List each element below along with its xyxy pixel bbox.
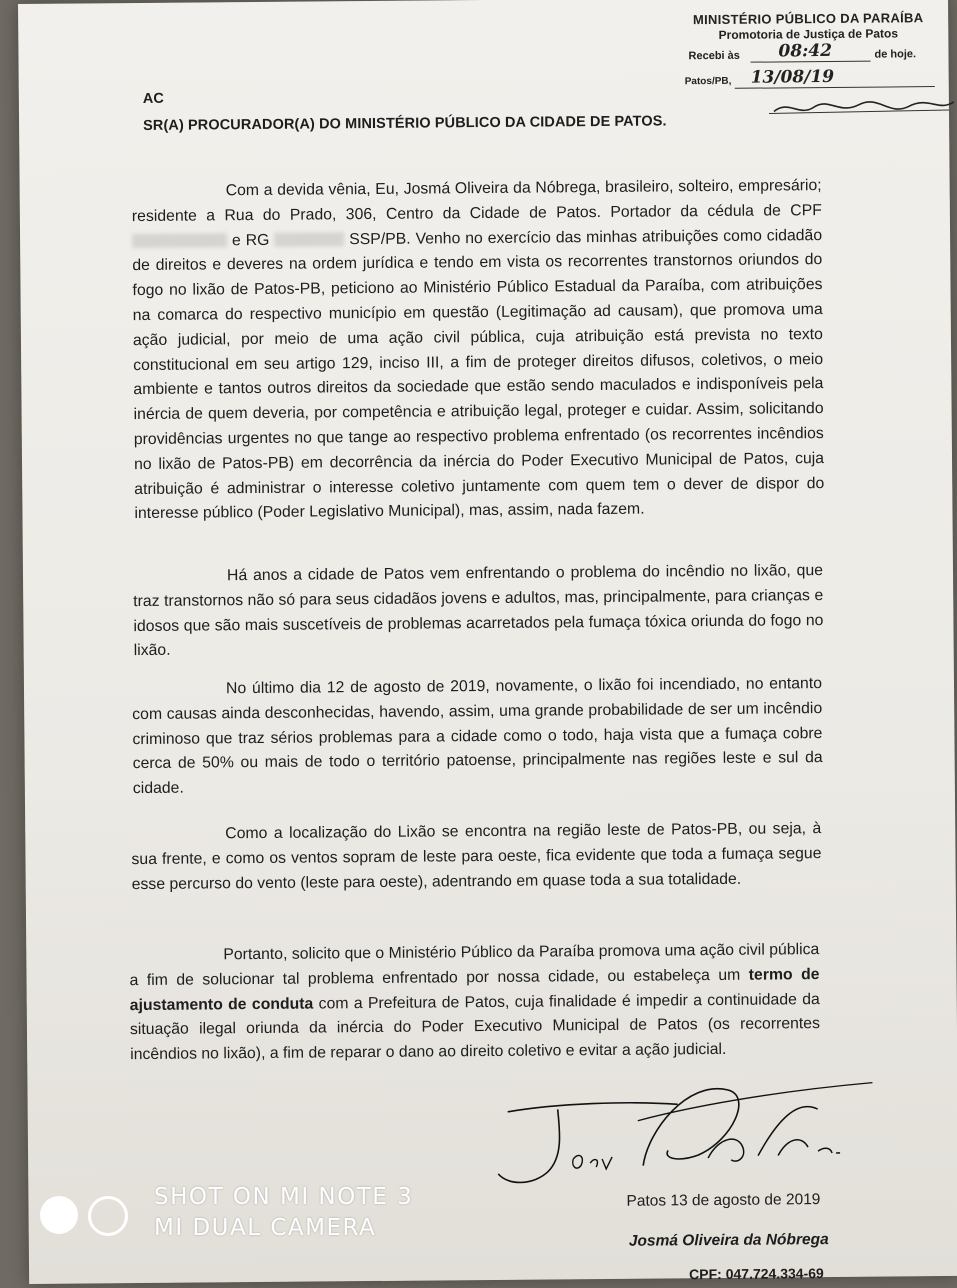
addressee: SR(A) PROCURADOR(A) DO MINISTÉRIO PÚBLICO DA CIDADE DE PATOS. — [143, 113, 667, 134]
stamp-received-time: 08:42 — [778, 40, 833, 62]
p1-start: Com a devida vênia, Eu, Josmá Oliveira da Nóbrega, brasileiro, solteiro, empresário; residente a Rua do Prado, 306, Centro da Cidade de Patos. Portador da cédula de CPF — [131, 177, 822, 225]
p3-text: No último dia 12 de agosto de 2019, novamente, o lixão foi incendiado, no entanto com causas ainda desconhecidas, havendo, assim, uma grande probabilidade de ser um incêndio criminoso que traz sérios problemas para a cidade como o todo, haja vista que a fumaça cobre cerca de 50% ou mais de todo o território patoense, principalmente nas regiões leste e sul da cidade. — [132, 675, 823, 798]
stamp-today-label: de hoje. — [874, 48, 917, 61]
stamp-org: MINISTÉRIO PÚBLICO DA PARAÍBA — [692, 10, 924, 28]
ring-circle-icon — [88, 1196, 128, 1236]
p1-rg: e RG — [231, 231, 270, 249]
watermark-line-1: SHOT ON MI NOTE 3 — [154, 1184, 414, 1210]
stamp-received-label: Recebi às — [688, 49, 740, 63]
indent — [131, 838, 225, 839]
paragraph-2 — [133, 559, 824, 664]
handwritten-signature — [477, 1079, 878, 1192]
stamp-place-row — [679, 66, 939, 90]
signer-name: Josmá Oliveira da Nóbrega — [628, 1231, 829, 1250]
receipt-stamp — [678, 10, 939, 90]
stamp-unit: Promotoria de Justiça de Patos — [718, 26, 899, 42]
stamp-place-label: Patos/PB, — [684, 75, 732, 88]
date-line: Patos 13 de agosto de 2019 — [626, 1191, 821, 1210]
watermark-line-2: MI DUAL CAMERA — [154, 1215, 377, 1241]
p1-rest: SSP/PB. Venho no exercício das minhas atribuições como cidadão de direitos e deveres na ordem jurídica e tendo em vista os recorrentes transtornos oriundos do fogo no lixão de Patos-PB, peticiono ao Ministério Público Estadual da Paraíba, com atribuições na comarca do respectivo município em questão (Legitimação ad causam), que promova uma ação judicial, por meio de uma ação civil pública, cuja atribuição está prevista no texto constitucional em seu artigo 129, inciso III, a fim de proteger direitos difusos, coletivos, o meio ambiente e tantos outros direitos da sociedade que estão sendo maculados e indisponíveis pela inércia de quem deveria, por competência e atribuição legal, proteger e cuidar. Assim, solicitando providências urgentes no que tange ao respectivo problema enfrentado (os recorrentes incêndios no lixão de Patos-PB) em decorrência da inércia do Poder Executivo Municipal de Patos, cuja atribuição é administrar o interesse coletivo juntamente com quem tem o dever de dispor do interesse público (Poder Legislativo Municipal), mas, assim, nada fazem. — [132, 226, 825, 523]
camera-logo — [40, 1196, 128, 1236]
paragraph-3 — [132, 672, 823, 802]
stamp-initials-signature — [769, 98, 957, 120]
indent — [129, 959, 223, 960]
indent — [133, 580, 227, 581]
redacted-cpf — [132, 234, 227, 249]
p5-end: com a Prefeitura de Patos, cuja finalidade é impedir a continuidade da situação ilegal oriunda da inércia do Poder Executivo Municipal de Patos (os recorrentes incêndios no lixão), a fim de reparar o dano ao direito coletivo e evitar a ação judicial. — [129, 990, 821, 1064]
p5-bold: termo de ajustamento de conduta — [129, 965, 820, 1014]
stamp-place-date: 13/08/19 — [750, 66, 835, 88]
watermark-text — [154, 1182, 413, 1244]
paragraph-5 — [129, 938, 820, 1068]
stamp-received-row — [678, 40, 938, 66]
redacted-rg — [274, 233, 344, 248]
paragraph-1 — [132, 174, 825, 527]
p2-text: Há anos a cidade de Patos vem enfrentando o problema do incêndio no lixão, que traz transtornos não só para seus cidadãos jovens e adultos, mas, principalmente, para crianças e idosos que são mais suscetíveis de problemas acarretados pela fumaça tóxica oriunda do fogo no lixão. — [133, 562, 824, 660]
indent — [132, 195, 226, 196]
stamp-underline — [751, 61, 871, 63]
salutation: AC — [142, 90, 164, 107]
filled-circle-icon — [40, 1196, 78, 1234]
cpf-line: CPF: 047.724.334-69 — [689, 1265, 824, 1283]
indent — [132, 693, 226, 694]
p4-text: Como a localização do Lixão se encontra na região leste de Patos-PB, ou seja, à sua frente, e como os ventos sopram de leste para oeste, fica evidente que toda a fumaça segue esse percurso do vento (leste para oeste), adentrando em quase toda a sua totalidade. — [131, 820, 822, 893]
p5-start: Portanto, solicito que o Ministério Público da Paraíba promova uma ação civil pública a fim de solucionar tal problema enfrentado por nossa cidade, ou estabeleça um — [129, 941, 820, 989]
document-page — [18, 0, 957, 1284]
paragraph-4 — [131, 817, 822, 897]
